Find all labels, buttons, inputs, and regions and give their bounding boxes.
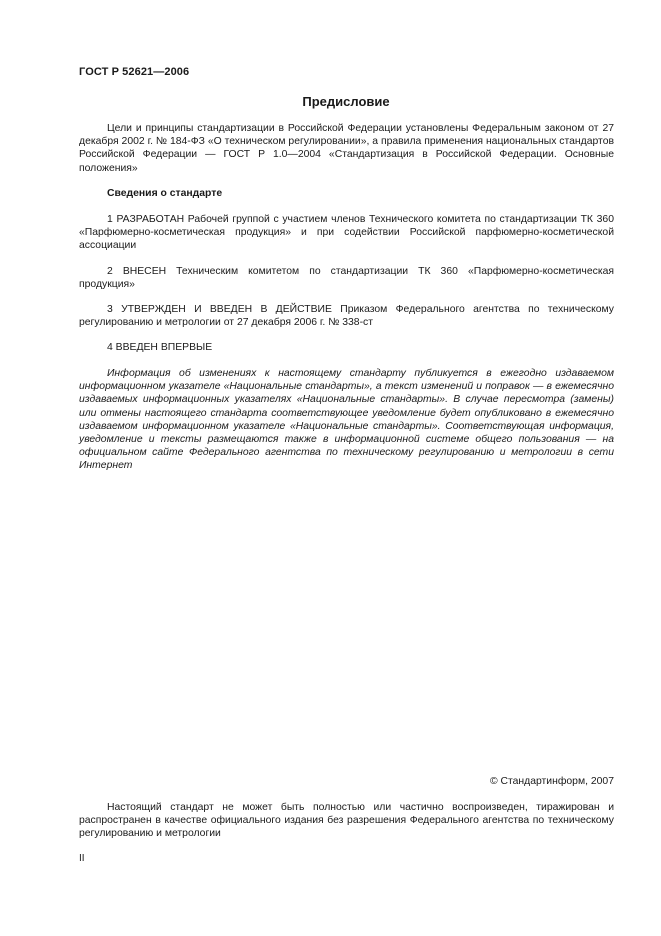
list-item: 4 ВВЕДЕН ВПЕРВЫЕ xyxy=(107,342,213,353)
info-heading: Сведения о стандарте xyxy=(107,188,223,199)
copyright: © Стандартинформ, 2007 xyxy=(489,776,614,787)
item-4-block xyxy=(79,341,614,354)
page-number: II xyxy=(79,853,85,864)
list-item: 2 ВНЕСЕН Техническим комитетом по стандартизации ТК 360 «Парфюмерно-косметическая продукция» xyxy=(79,266,614,291)
item-1-block xyxy=(79,213,614,253)
item-2-block xyxy=(79,265,614,291)
reproduction-notice-block xyxy=(79,801,614,841)
changes-note: Информация об изменениях к настоящему стандарту публикуется в ежегодно издаваемом информационном указателе «Национальные стандарты», а текст изменений и поправок — в ежемесячно издаваемых информационных указателях «Национальные стандарты». В случае пересмотра (замены) или отмены настоящего стандарта соответствующее уведомление будет опубликовано в ежемесячно издаваемом информационном указателе «Национальные стандарты». Соответствующая информация, уведомление и тексты размещаются также в информационной системе общего пользования — на официальном сайте Федерального агентства по техническому регулированию и метрологии в сети Интернет xyxy=(79,368,614,472)
info-heading-block xyxy=(79,187,614,200)
reproduction-notice: Настоящий стандарт не может быть полностью или частично воспроизведен, тиражирован и распространен в качестве официального издания без разрешения Федерального агентства по техническому регулированию и метрологии xyxy=(79,802,614,840)
standard-code: ГОСТ Р 52621—2006 xyxy=(79,66,190,78)
list-item: 1 РАЗРАБОТАН Рабочей группой с участием членов Технического комитета по стандартизации ТК 360 «Парфюмерно-косметическая продукция» и при содействии Российской парфюмерно-косметической ассоциации xyxy=(79,214,614,252)
preface-title: Предисловие xyxy=(302,94,390,109)
list-item: 3 УТВЕРЖДЕН И ВВЕДЕН В ДЕЙСТВИЕ Приказом Федерального агентства по техническому регулированию и метрологии от 27 декабря 2006 г. № 338-ст xyxy=(79,304,614,329)
preface-intro: Цели и принципы стандартизации в Российской Федерации установлены Федеральным законом от 27 декабря 2002 г. № 184-ФЗ «О техническом регулировании», а правила применения национальных стандартов Российской Федерации — ГОСТ Р 1.0—2004 «Стандартизация в Российской Федерации. Основные положения» xyxy=(79,123,614,174)
item-3-block xyxy=(79,303,614,329)
changes-note-block xyxy=(79,367,614,473)
preface-intro-block xyxy=(79,122,614,175)
